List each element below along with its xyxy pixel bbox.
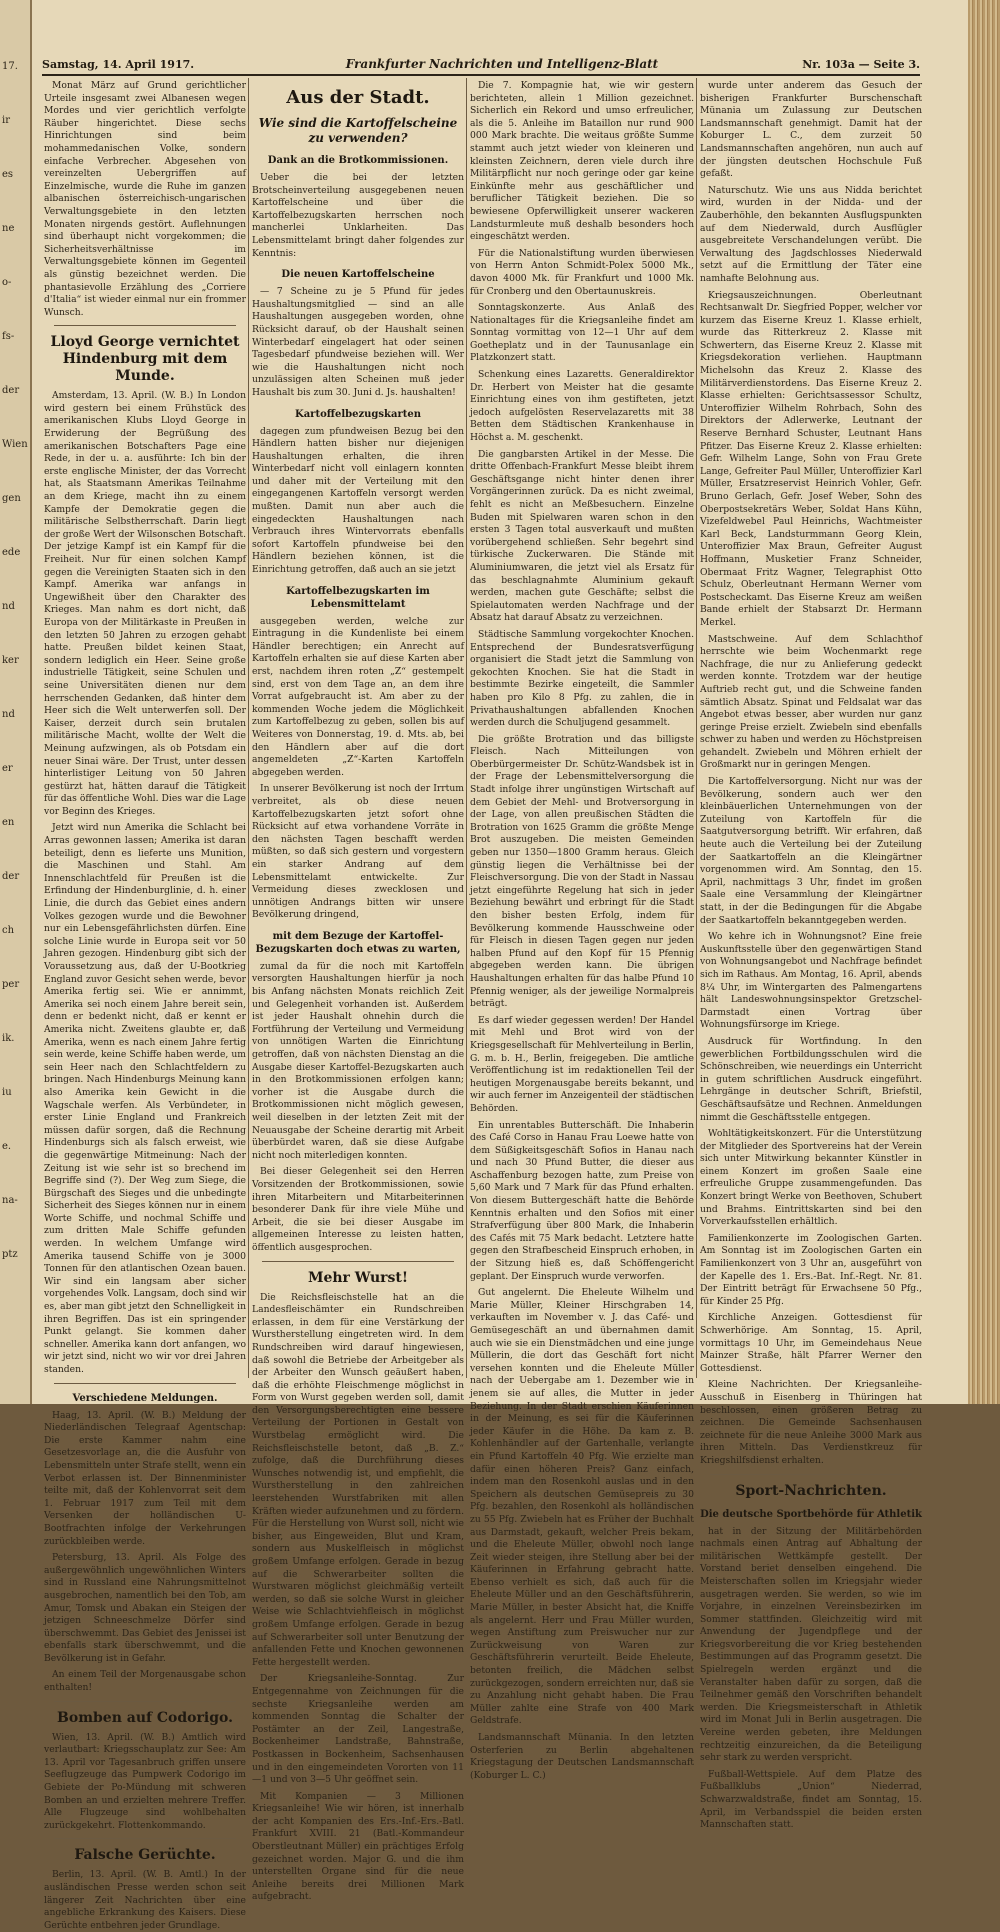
prev-page-fragment: nd	[2, 601, 15, 612]
article-headline: Falsche Gerüchte.	[74, 1847, 216, 1864]
article-headline: mit dem Bezuge der Kartoffel-Bezugskarten doch etwas zu warten,	[255, 930, 461, 955]
article-paragraph: dagegen zum pfundweisen Bezug bei den Händlern hatten bisher nur diejenigen Haushaltungen erhalten, die ihren Winterbedarf nicht voll einlagern konnten und daher mit der Verteilung mit den eingegangenen Kartoffeln versorgt werden mußten. Damit nun aber auch die eingedeckten Haushaltungen nach Verbrauch ihres Wintervorrats ebenfalls sofort Kartoffeln pfundweise bei den Händlern beziehen können, ist die Einrichtung getroffen, daß auch an sie jetzt	[252, 425, 464, 576]
article-paragraph: Familienkonzerte im Zoologischen Garten. Am Sonntag ist im Zoologischen Garten ein Familienkonzert von 3 Uhr an, ausgeführt von der Kapelle des 1. Ers.-Bat. Inf.-Regt. Nr. 81. Der Eintritt beträgt für Erwachsene 50 Pfg., für Kinder 25 Pfg.	[700, 1232, 922, 1307]
header-date: Samstag, 14. April 1917.	[42, 58, 195, 71]
article-paragraph: Kirchliche Anzeigen. Gottesdienst für Schwerhörige. Am Sonntag, 15. April, vormittags 10 Uhr, im Gemeindehaus Neue Mainzer Straße, hält Pfarrer Werner den Gottesdienst.	[700, 1312, 922, 1374]
section-rule	[54, 1383, 236, 1384]
article-paragraph: Sonntagskonzerte. Aus Anlaß des Nationaltages für die Kriegsanleihe findet am Sonntag vormittag von 12—1 Uhr auf dem Goetheplatz und in der Taunusanlage ein Platzkonzert statt.	[470, 302, 694, 364]
article-headline: Verschiedene Meldungen.	[72, 1392, 218, 1404]
article-paragraph: wurde unter anderem das Gesuch der bisherigen Frankfurter Burschenschaft Münania um Zulassung zur Deutschen Landsmannschaft genehmigt. Damit hat der Koburger L. C., dem zurzeit 50 Landsmannschaften angehören, nun auch auf der jüngsten deutschen Hochschule Fuß gefaßt.	[700, 80, 922, 180]
page-number: Nr. 103a — Seite 3.	[802, 58, 920, 71]
prev-page-fragment: ch	[2, 925, 15, 936]
article-paragraph: Petersburg, 13. April. Als Folge des außergewöhnlich ungewöhnlichen Winters sind in Russland eine Nahrungsmittelnot ausgebrochen, namentlich bei den Tob, am Amur, Tomsk und Abakan ein Steigen der jetzigen Schneeschmelze Dörfer sind überschwemmt. Das Gebiet des Jenissei ist ebenfalls stark überschwemmt, und die Bevölkerung ist in Gefahr.	[44, 1552, 246, 1664]
prev-page-fragment: er	[2, 763, 13, 774]
article-paragraph: Es darf wieder gegessen werden! Der Handel mit Mehl und Brot wird von der Kriegsgesellschaft für Mehlverteilung in Berlin, G. m. b. H., Berlin, freigegeben. Die amtliche Veröffentlichung ist im redaktionellen Teil der heutigen Morgenausgabe bereits bekannt, und wir auch ferner im Anzeigenteil der städtischen Behörden.	[470, 1014, 694, 1114]
article-headline: Kartoffelbezugskarten im Lebensmittelamt	[286, 585, 430, 610]
column-1	[44, 80, 246, 1931]
section-rule	[54, 325, 236, 326]
book-edge	[968, 0, 1000, 1404]
article-headline: Kartoffelbezugskarten	[295, 408, 421, 420]
article-paragraph: Wohltätigkeitskonzert. Für die Unterstützung der Mitglieder des Sportvereins hat der Verein sich unter Mitwirkung bekannter Künstler in einem Konzert im großen Saale eine erfreuliche Gruppe zusammengefunden. Das Konzert bringt Werke von Beethoven, Schubert und Brahms. Eintrittskarten sind bei den Vorverkaufsstellen erhältlich.	[700, 1128, 922, 1228]
article-headline: Lloyd George vernichtet Hindenburg mit dem Munde.	[50, 334, 240, 385]
article-paragraph: hat in der Sitzung der Militärbehörden nachmals einen Antrag auf Abhaltung der militärischen Wettkämpfe gestellt. Der Vorstand beriet denselben eingehend. Die Meisterschaften sollen im Kriegsjahr wieder ausgetragen werden. Sie werden, so wie im Vorjahre, in einzelnen Vereinsbezirken im Sommer stattfinden. Gleichzeitig wird mit Anwendung der Jugendpflege und der Kriegsvorbereitung die vor Krieg bestehenden Bestimmungen auf das Programm gesetzt. Die Spielregeln werden ergänzt und die Veranstalter haben dafür zu sorgen, daß die Teilnehmer gemäß den Vorschriften behandelt werden. Die Kriegsmeisterschaft in Athletik wird im Monat Juli in Berlin ausgetragen. Die Vereine werden gebeten, ihre Meldungen rechtzeitig einzureichen, da die Beteiligung sehr stark zu werden verspricht.	[700, 1525, 922, 1764]
article-headline: Sport-Nachrichten.	[735, 1482, 887, 1499]
article-paragraph: Die größte Brotration und das billigste Fleisch. Nach Mitteilungen von Oberbürgermeister Dr. Schütz-Wandsbek ist in der Frage der Lebensmittelversorgung die Stadt infolge ihrer ungünstigen Wirtschaft auf dem Gebiet der Mehl- und Brotversorgung in der Lage, von allen preußischen Städten die Brotration von 1625 Gramm die größte Menge Brot auszugeben. Die meisten Gemeinden geben nur 1350—1800 Gramm heraus. Gleich günstig liegen die Verhältnisse bei der Fleischversorgung. Die von der Stadt in Nassau jetzt eingeführte Regelung hat sich in jeder Beziehung bewährt und erbringt für die Stadt den bisher besten Erfolg, indem für Bevölkerung kommende Hausschweine oder für Fleisch in diesen Tagen gegen nur jeden halben Pfund auf den Kopf für 15 Pfennig abgegeben werden kann. Die übrigen Haushaltungen erhalten für das halbe Pfund 10 Pfennig weniger, als der jeweilige Normalpreis beträgt.	[470, 733, 694, 1010]
article-headline: Bomben auf Codorigo.	[57, 1709, 233, 1726]
article-paragraph: zumal da für die noch mit Kartoffeln versorgten Haushaltungen hierfür ja noch bis Anfang nächsten Monats reichlich Zeit und Gelegenheit vorhanden ist. Außerdem ist jeder Haushalt ohnehin durch die Fortführung der Verteilung und Vermeidung von unnötigen Warten die Einrichtung getroffen, daß von nächsten Dienstag an die Ausgabe dieser Kartoffel-Bezugskarten auch in den Brotkommissionen erfolgen kann; vorher ist die Ausgabe durch die Brotkommissionen nicht möglich gewesen, weil dieselben in der letzten Zeit mit der Neuausgabe der Scheine derartig mit Arbeit überbürdet waren, daß sie diese Aufgabe nicht noch miterledigen konnten.	[252, 960, 464, 1161]
article-headline: Die neuen Kartoffelscheine	[281, 269, 435, 281]
article-paragraph: Ausdruck für Wortfindung. In den gewerblichen Fortbildungsschulen wird die Schönschreiben, wie neuerdings ein Unterricht in gutem schriftlichen Ausdruck eingeführt. Lehrgänge in deutscher Schrift, Briefstil, Geschäftsaufsätze und Rechnen. Anmeldungen nimmt die Geschäftsstelle entgegen.	[700, 1035, 922, 1123]
prev-page-fragment: es	[2, 169, 14, 180]
prev-page-fragment: e.	[2, 1141, 12, 1152]
article-paragraph: Haag, 13. April. (W. B.) Meldung der Niederländischen Telegraaf Agentschap: Die erste Kammer nahm eine Gesetzesvorlage an, die die Ausfuhr von Lebensmitteln unter Strafe stellt, wenn ein Verbot erlassen ist. Der Binnenminister teilte mit, daß der Kohlenvorrat seit dem 1. Februar 1917 zum Teil mit dem Versenken der holländischen U-Bootfrachten infolge der Verkehrungen zurückbleiben werde.	[44, 1409, 246, 1547]
masthead: Frankfurter Nachrichten und Intelligenz-Blatt	[345, 57, 659, 71]
article-paragraph: ausgegeben werden, welche zur Eintragung in die Kundenliste bei einem Händler berechtigen; ein Anrecht auf Kartoffeln erhalten sie auf diese Karten aber erst, nachdem ihren roten „Z“ gestempelt sind, erst von dem Tage an, an dem ihre Vorrat aufgebraucht ist. Am aber zu der kommenden Woche jedem die Möglichkeit zum Kartoffelbezug zu geben, sollen bis auf Weiteres von Donnerstag, 19. d. Mts. ab, bei den Händlern aber auf die dort angemeldeten „Z“-Karten Kartoffeln abgegeben werden.	[252, 615, 464, 778]
article-paragraph: Die gangbarsten Artikel in der Messe. Die dritte Offenbach-Frankfurt Messe bleibt ihrem Geschäftsgange nicht hinter denen ihrer Vorgängerinnen zurück. Da es nicht zweimal, fehlt es nicht an Meßbesuchern. Einzelne Buden mit Spielwaren waren schon in den ersten 3 Tagen total ausverkauft und mußten vorübergehend schließen. Sehr begehrt sind türkische Zuckerwaren. Die Stände mit Aluminiumwaren, die jetzt viel als Ersatz für das beschlagnahmte Aluminium gekauft werden, machen gute Geschäfte; selbst die Spielautomaten werden Nachfrage und der Absatz hat darauf Absatz zu verzeichnen.	[470, 448, 694, 624]
column-4	[700, 80, 922, 1831]
prev-page-fragment: ir	[2, 115, 10, 126]
article-paragraph: Wo kehre ich in Wohnungsnot? Eine freie Auskunftsstelle über den gegenwärtigen Stand von Wohnungsangebot und Nachfrage befindet sich im Rathaus. Am Montag, 16. April, abends 8¼ Uhr, im Wintergarten des Palmengartens hält Landeswohnungsinspektor Gretzschel-Darmstadt einen Vortrag über Wohnungsfürsorge im Kriege.	[700, 931, 922, 1031]
article-paragraph: Jetzt wird nun Amerika die Schlacht bei Arras gewonnen lassen; Amerika ist daran beteiligt, denn es lieferte uns Munition, die Maschinen und Stahl. Am Innenschlachtfeld für Preußen ist die Erfindung der Hindenburglinie, d. h. einer Linie, die durch das Gebiet eines andern Volkes gezogen wurde und die Bewohner nur ein Lebensgefährlichsten dürfen. Eine solche Linie wurde in Europa seit vor 50 Jahren gezogen. Hindenburg gibt sich der Voraussetzung aus, daß der U-Bootkrieg England zuvor Gesicht sehen werde, bevor Amerika fertig sei. Wie er annimmt, Amerika sei noch einem Jahre bereit sein, denn er bedenkt nicht, daß er kennt er Amerika nicht. Zweitens glaubte er, daß Amerika, wenn es nach einem Jahre fertig sein werde, keine Schiffe haben werde, um sein Heer nach den Schlachtfeldern zu bringen. Nach Hindenburgs Meinung kann also Amerika kein Gewicht in die Wagschale werfen. Als Verbündeter, in erster Linie England und Frankreich müssen dafür sorgen, daß die Rechnung Hindenburgs sich als falsch erweist, wie die gegenwärtige Mitmeinung: Nach der Zeitung ist wie sehr ist so brechend im Begriffe sind (?). Der Weg zum Siege, die Bürgschaft des Sieges und die unbedingte Sicherheit des Sieges können nur in einem Worte Schiffe, und nochmal Schiffe und zum dritten Male Schiffe gefunden werden. In welchem Umfange wird Amerika tausend Schiffe von je 3000 Tonnen für den atlantischen Ozean bauen. Wir sind ein langsam aber sicher vorgehendes Volk. Langsam, doch sind wir es, aber man gibt jetzt den Schnelligkeit in ihren Begriffen. Das ist ein springender Punkt gelangt. Sie kommen daher schneller. Amerika kann dort anfangen, wo wir jetzt sind, nicht wo wir vor drei Jahren standen.	[44, 822, 246, 1375]
prev-page-fragment: na-	[2, 1195, 18, 1206]
column-rule	[466, 78, 467, 1378]
article-paragraph: Fußball-Wettspiele. Auf dem Platze des Fußballklubs „Union“ Niederrad, Schwarzwaldstraße, findet am Sonntag, 15. April, im Verbandsspiel die beiden ersten Mannschaften statt.	[700, 1768, 922, 1831]
prev-page-fragment: der	[2, 385, 20, 396]
previous-page-edge	[0, 0, 32, 1404]
section-rule	[54, 1701, 236, 1702]
article-paragraph: Schenkung eines Lazaretts. Generaldirektor Dr. Herbert von Meister hat die gesamte Einrichtung eines von ihm gestifteten, jetzt jedoch aufgelösten Reservelazaretts mit 38 Betten dem Städtischen Krankenhause in Höchst a. M. geschenkt.	[470, 369, 694, 444]
prev-page-fragment: en	[2, 817, 15, 828]
column-rule	[696, 78, 697, 1378]
section-rule	[54, 1838, 236, 1839]
article-paragraph: Gut angelernt. Die Eheleute Wilhelm und Marie Müller, Kleiner Hirschgraben 14, verkauften im November v. J. das Café- und Gemüsegeschäft an und übernahmen damit auch wie sie ein Dienstmädchen und eine junge Müllerin, die dort das Geschäft fort nicht versehen konnten und die Eheleute Müller nach der Uebergabe am 1. Dezember wie in jenem sie auf alles, die Mutter in jeder Beziehung. In der Stadt erschien Käuferinnen in der Meinung, es sei für die Käuferinnen jeder Käufer in die Höhe. Da kam z. B. Kohlenhändler auf der Gartenhalle, verlangte ein Pfund Kartoffeln 40 Pfg. Wie erzielte man dafür einen höheren Preis? Ganz einfach, indem man den Rosenkohl auslas und in den Speichern als deutschen Gemüsepreis zu 30 Pfg. bezahlen, den Rosenkohl als holländischen zu 55 Pfg. Zwiebeln hat es Früher der Buchhalt aus Darmstadt, gekauft, welcher Preis bekam, und die Eheleute Müller, obwohl noch lange Zeit wieder steigen, ihre Stellung aber bei der Käuferinnen in Erfahrung gebracht hatte. Ebenso verhielt es sich, daß auch für die Eheleute Müller und an den Geschäftsführerin, Marie Müller, in bester Absicht hat, die Kniffe als angelernt. Herr und Frau Müller wurden, wegen Anstiftung zum Preiswucher nur zur Zurückweisung von Waren zur Geschäftsführerin verurteilt. Beide Eheleute, betonten freilich, die Mädchen selbst zurückgezogen, sondern erreichten nur, daß sie zu Anzahlung nicht gehabt haben. Die Frau Müller zahlte eine Strafe von 400 Mark Geldstrafe.	[470, 1287, 694, 1727]
article-paragraph: — 7 Scheine zu je 5 Pfund für jedes Haushaltungsmitglied — sind an alle Haushaltungen ausgegeben worden, ohne Rücksicht darauf, ob der Haushalt seinen Winterbedarf eingelagert hat oder seinen Tagesbedarf pfundweise beziehen will. Wer wie die Haushaltungen nicht noch unzulässigen alten Scheinen muß jeder Haushalt bis zum 30. Juni d. Js. haushalten!	[252, 286, 464, 398]
article-paragraph: Ein unrentables Butterschäft. Die Inhaberin des Café Corso in Hanau Frau Loewe hatte von dem Süßigkeitsgeschäft Sofios in Hanau nach und nach 30 Pfund Butter, die dieser aus Aschaffenburg bezogen hatte, zum Preise von 5,60 Mark und 7 Mark für das Pfund erhalten. Von diesem Buttergeschäft hatte die Behörde Kenntnis erhalten und den Sofios mit einer Strafverfügung über 800 Mark, die Inhaberin des Cafés mit 75 Mark bedacht. Letztere hatte gegen den Strafbescheid Einspruch erhoben, in der Sitzung hieß es, daß Schöffengericht geplant. Der Einspruch wurde verworfen.	[470, 1119, 694, 1282]
prev-page-fragment: nd	[2, 709, 15, 720]
article-paragraph: Ueber die bei der letzten Brotscheinverteilung ausgegebenen neuen Kartoffelscheine und über die Kartoffelbezugskarten herrschen noch mancherlei Unklarheiten. Das Lebensmittelamt bringt daher folgendes zur Kenntnis:	[252, 172, 464, 259]
prev-page-fragment: fs-	[2, 331, 15, 342]
article-paragraph: Städtische Sammlung vorgekochter Knochen. Entsprechend der Bundesratsverfügung organisiert die Stadt jetzt die Sammlung von gekochten Knochen. Sie hat die Stadt in bestimmte Bezirke eingeteilt, die Sammler haben pro Kilo 8 Pfg. zu zahlen, die in Privathaushaltungen abfallenden Knochen werden durch die Schuljugend gesammelt.	[470, 628, 694, 729]
article-paragraph: Die Reichsfleischstelle hat an die Landesfleischämter ein Rundschreiben erlassen, in dem für eine Verstärkung der Wurstherstellung eingetreten wird. In dem Rundschreiben wird darauf hingewiesen, daß sowohl die Betriebe der Arbeitgeber als der Arbeiter den Wunsch geäußert haben, daß die erhöhte Fleischmenge möglichst in Form von Wurst gegeben werden soll, damit den Versorgungsberechtigten eine bessere Verteilung der Portionen in Gestalt von Wurstbelag ermöglicht wird. Die Reichsfleischstelle betont, daß „B. Z.“ zufolge, daß die Durchführung dieses Wunsches notwendig ist, und empfiehlt, die Wurstherstellung in den zahlreichen leerstehenden Wurstfabriken mit allen Kräften wieder aufzunehmen und zu fördern. Für die Herstellung von Wurst soll, nicht wie bisher, aus Eingeweiden, Blut und Kram, sondern aus Muskelfleisch in möglichst großem Umfange erfolgen. Gerade in bezug auf die Schwerarbeiter sollten die Wurstwaren möglichst gleichmäßig verteilt werden, so daß sie solche Wurst in gleicher Weise wie Schlachtviehfleisch in möglichst großem Umfange erfolgen. Gerade in bezug auf Schwerarbeiter soll unter Benutzung der anfallenden Fette und Knochen gewonnenen Fette hergestellt werden.	[252, 1291, 464, 1668]
article-headline: Dank an die Brotkommissionen.	[267, 155, 449, 166]
article-paragraph: Der Kriegsanleihe-Sonntag. Zur Entgegennahme von Zeichnungen für die sechste Kriegsanleihe werden am kommenden Sonntag die Schalter der Postämter an der Zeil, Langestraße, Bockenheimer Landstraße, Bahnstraße, Postkassen in Bockenheim, Sachsenhausen und in den eingemeindeten Vororten von 11—1 und von 3—5 Uhr geöffnet sein.	[252, 1673, 464, 1786]
prev-page-fragment: Wien	[2, 439, 28, 450]
prev-page-fragment: ptz	[2, 1249, 18, 1260]
page-header	[42, 56, 920, 76]
article-paragraph: Kleine Nachrichten. Der Kriegsanleihe-Ausschuß in Eisenberg in Thüringen hat beschlossen, einen größeren Betrag zu zeichnen. Die Gemeinde Sachsenhausen zeichnete für die neue Anleihe 3000 Mark aus ihren Mitteln. Das Verdienstkreuz für Kriegshilfsdienst erhalten.	[700, 1379, 922, 1466]
column-3	[470, 80, 694, 1781]
prev-page-fragment: o-	[2, 277, 12, 288]
article-paragraph: Berlin, 13. April. (W. B. Amtl.) In der ausländischen Presse werden schon seit längerer Zeit Nachrichten über eine angebliche Erkrankung des Kaisers. Diese Gerüchte entbehren jeder Grundlage.	[44, 1869, 246, 1931]
article-headline: Die deutsche Sportbehörde für Athletik	[700, 1508, 922, 1520]
article-paragraph: Landsmannschaft Münania. In den letzten Osterferien zu Berlin abgehaltenen Kriegstagung der Deutschen Landsmannschaft (Koburger L. C.)	[470, 1732, 694, 1781]
article-paragraph: An einem Teil der Morgenausgabe schon enthalten!	[44, 1669, 246, 1694]
prev-page-fragment: per	[2, 979, 20, 990]
article-paragraph: Naturschutz. Wie uns aus Nidda berichtet wird, wurden in der Nidda- und der Zauberhöhle, den bekannten Ausflugspunkten auf dem Niederwald, durch Ausflügler ausgebreitete Verschandelungen verübt. Die Verwaltung des Jagdschlosses Niederwald setzt auf die Ermittlung der Täter eine namhafte Belohnung aus.	[700, 184, 922, 284]
column-2	[252, 80, 464, 1903]
article-headline: Mehr Wurst!	[307, 1269, 409, 1286]
prev-page-fragment: ik.	[2, 1033, 15, 1044]
prev-page-fragment: ker	[2, 655, 19, 666]
article-paragraph: Die 7. Kompagnie hat, wie wir gestern berichteten, allein 1 Million gezeichnet. Sicherlich ein Rekord und umso erfreulicher, als die 5. Anleihe im Bataillon nur rund 900 000 Mark brachte. Die weitaus größte Summe stammt auch jetzt wieder von kleineren und kleinsten Zeichnern, deren viele durch ihre Militärpflicht nur noch geringe oder gar keine Einkünfte mehr aus geschäftlicher und beruflicher Tätigkeit beziehen. Die so bewiesene Opferwilligkeit unserer wackeren Landsturmleute muß deshalb besonders hoch eingeschätzt werden.	[470, 80, 694, 243]
prev-page-fragment: der	[2, 871, 20, 882]
article-paragraph: Amsterdam, 13. April. (W. B.) In London wird gestern bei einem Frühstück des amerikanischen Klubs Lloyd George in Erwiderung der Begrüßung des amerikanischen Botschafters Page eine Rede, in der u. a. ausführte: Ich bin der erste englische Minister, der das Vorrecht hat, als Staatsmann Amerikas Teilnahme an dem Kriege, macht ihn zu einem Kampfe der Demokratie gegen die militärische Selbstherrschaft. Darin liegt der große Wert der Wilsonschen Botschaft. Der jetzige Kampf ist ein Kampf für die Freiheit. Nur für einen solchen Kampf gegen die Vereinigten Staaten sich in den Kampf. Amerika war anfangs in Ungewißheit über den Charakter des Krieges. Man nahm es dort nicht, daß Europa von der Militärkaste in Preußen in den letzten 50 Jahren zu erzogen gehabt hatte. Preußen bildet keinen Staat, sondern lediglich ein Heer. Seine große industrielle Tätigkeit, seine Schulen und seine Universitäten dienen nur dem herrschenden Gedanken, daß hinter dem Heer sich die Welt unterwerfen soll. Der Kaiser, derzeit durch sein brutalen militärische Macht, wollte der Welt die Meinung aufzwingen, als ob Potsdam ein neuer Sinai wäre. Der Trust, unter dessen hinterlistiger Leitung von 50 Jahren gestürzt hat, hätten darauf die Tätigkeit für das öffentliche Wohl. Dies war die Lage vor Beginn des Krieges.	[44, 390, 246, 817]
article-paragraph: Mastschweine. Auf dem Schlachthof herrschte wie beim Wochenmarkt rege Nachfrage, die nur zu Anlieferung gedeckt werden konnte. Trotzdem war der heutige Auftrieb recht gut, und die Schweine fanden sämtlich Absatz. Spinat und Feldsalat war das Angebot etwas besser, aber wurden nur ganz geringe Preise erzielt. Zwiebeln sind ebenfalls schwer zu haben und werden zu Höchstpreisen gehandelt. Zwiebeln und Möhren erhielt der Großmarkt nur in geringen Mengen.	[700, 633, 922, 771]
prev-page-fragment: ede	[2, 547, 21, 558]
article-paragraph: Die Kartoffelversorgung. Nicht nur was der Bevölkerung, sondern auch wer den kleinbäuerlichen Unternehmungen von der Zuteilung von Kartoffeln für die Saatgutversorgung betrifft. Wir erfahren, daß heute auch die Verteilung bei der Zuteilung der Saatkartoffeln an die Kleingärtner vorgenommen wird. Am Sonntag, den 15. April, nachmittags 3 Uhr, findet im großen Saale eine Versammlung der Kleingärtner statt, in der die Bedingungen für die Abgabe der Saatkartoffeln bekanntgegeben werden.	[700, 776, 922, 926]
article-paragraph: Mit Kompanien — 3 Millionen Kriegsanleihe! Wie wir hören, ist innerhalb der acht Kompanien des Ers.-Inf.-Ers.-Batl. Frankfurt XVIII. 21 (Batl.-Kommandeur Oberstleutnant Müller) ein prächtiges Erfolg gezeichnet worden. Major G. und die ihm unterstellten Organe sind für die neue Anleihe bereits drei Millionen Mark aufgebracht.	[252, 1790, 464, 1903]
article-headline: Aus der Stadt.	[286, 87, 430, 108]
article-paragraph: In unserer Bevölkerung ist noch der Irrtum verbreitet, als ob diese neuen Kartoffelbezugskarten jetzt sofort ohne Rücksicht auf etwa vorhandene Vorräte in den nächsten Tagen beschafft werden müßten, so daß sich gestern und vorgestern ein starker Andrang auf dem Lebensmittelamt entwickelte. Zur Vermeidung dieses zwecklosen und unnötigen Andrangs bitten wir unsere Bevölkerung dringend,	[252, 783, 464, 921]
article-paragraph: Wien, 13. April. (W. B.) Amtlich wird verlautbart: Kriegsschauplatz zur See: Am 13. April vor Tagesanbruch griffen unsere Seeflugzeuge das Pumpwerk Codorigo im Gebiete der Po-Mündung mit schweren Bomben an und erzielten mehrere Treffer. Alle Flugzeuge sind wohlbehalten zurückgekehrt. Flottenkommando.	[44, 1731, 246, 1831]
column-rule	[248, 78, 249, 1378]
article-paragraph: Bei dieser Gelegenheit sei den Herren Vorsitzenden der Brotkommissionen, sowie ihren Mitarbeitern und Mitarbeiterinnen besonderer Dank für ihre viele Mühe und Arbeit, die sie bei dieser Ausgabe im allgemeinen Interesse zu leisten hatten, öffentlich ausgesprochen.	[252, 1166, 464, 1253]
section-rule	[710, 1474, 912, 1475]
section-rule	[262, 1261, 454, 1262]
article-headline: Wie sind die Kartoffelscheine zu verwenden?	[258, 116, 458, 145]
prev-page-fragment: gen	[2, 493, 21, 504]
article-paragraph: Monat März auf Grund gerichtlicher Urteile insgesamt zwei Albanesen wegen Mordes und vier gerichtlich verfolgte Räuber hingerichtet. Diese sechs Hinrichtungen sind beim mohammedanischen Volke, sondern einfache Verbrecher. Abgesehen von vereinzelten Uebergriffen auf Einzelmische, wurde die Ruhe im ganzen albanischen österreichisch-ungarischen Verwaltungsgebiete in den letzten Monaten nirgends gestört. Auflehnungen sind überhaupt nicht vorgekommen; die Sicherheitsverhältnisse im Verwaltungsgebiete können im Gegenteil als günstig bezeichnet werden. Die phantasievolle Erzählung des „Corriere d'Italia“ ist wieder einmal nur ein frommer Wunsch.	[44, 80, 246, 318]
article-paragraph: Für die Nationalstiftung wurden überwiesen von Herrn Anton Schmidt-Polex 5000 Mk., davon 4000 Mk. für Frankfurt und 1000 Mk. für Cronberg und den Obertaunuskreis.	[470, 247, 694, 297]
prev-page-fragment: iu	[2, 1087, 12, 1098]
prev-page-fragment: ne	[2, 223, 15, 234]
prev-page-fragment: 17.	[2, 61, 18, 72]
article-paragraph: Kriegsauszeichnungen. Oberleutnant Rechtsanwalt Dr. Siegfried Popper, welcher vor kurzem das Eiserne Kreuz 1. Klasse erhielt, wurde das Ritterkreuz 2. Klasse mit Schwertern, das Eiserne Kreuz 2. Klasse mit Kriegsdekoration verliehen. Hauptmann Michelsohn das Kreuz 2. Klasse des Militärverdienstordens. Das Eiserne Kreuz 2. Klasse erhielten: Gerichtsassessor Schultz, Unteroffizier Wilhelm Rohrbach, Sohn des Direktors der Adlerwerke, Leutnant der Reserve Bernhard Schuster, Leutnant Hans Pfitzer. Das Eiserne Kreuz 2. Klasse erhielten: Gefr. Wilhelm Lange, Sohn von Frau Grete Lange, Gefreiter Paul Müller, Unteroffizier Karl Müller, Ersatzreservist Heinrich Vohler, Gefr. Bruno Gerlach, Gefr. Josef Weber, Sohn des Oberpostsekretärs Weber, Soldat Hans Kühn, Vizefeldwebel Paul Heinrichs, Wachtmeister Karl Beck, Landsturmmann Georg Klein, Unteroffizier Max Braun, Gefreiter August Hoffmann, Musketier Franz Schneider, Obermaat Fritz Wagner, Telegraphist Otto Schulz, Oberleutnant Hermann Werner vom Postscheckamt. Das Eiserne Kreuz am weißen Bande erhielt der Stabsarzt Dr. Hermann Merkel.	[700, 289, 922, 628]
